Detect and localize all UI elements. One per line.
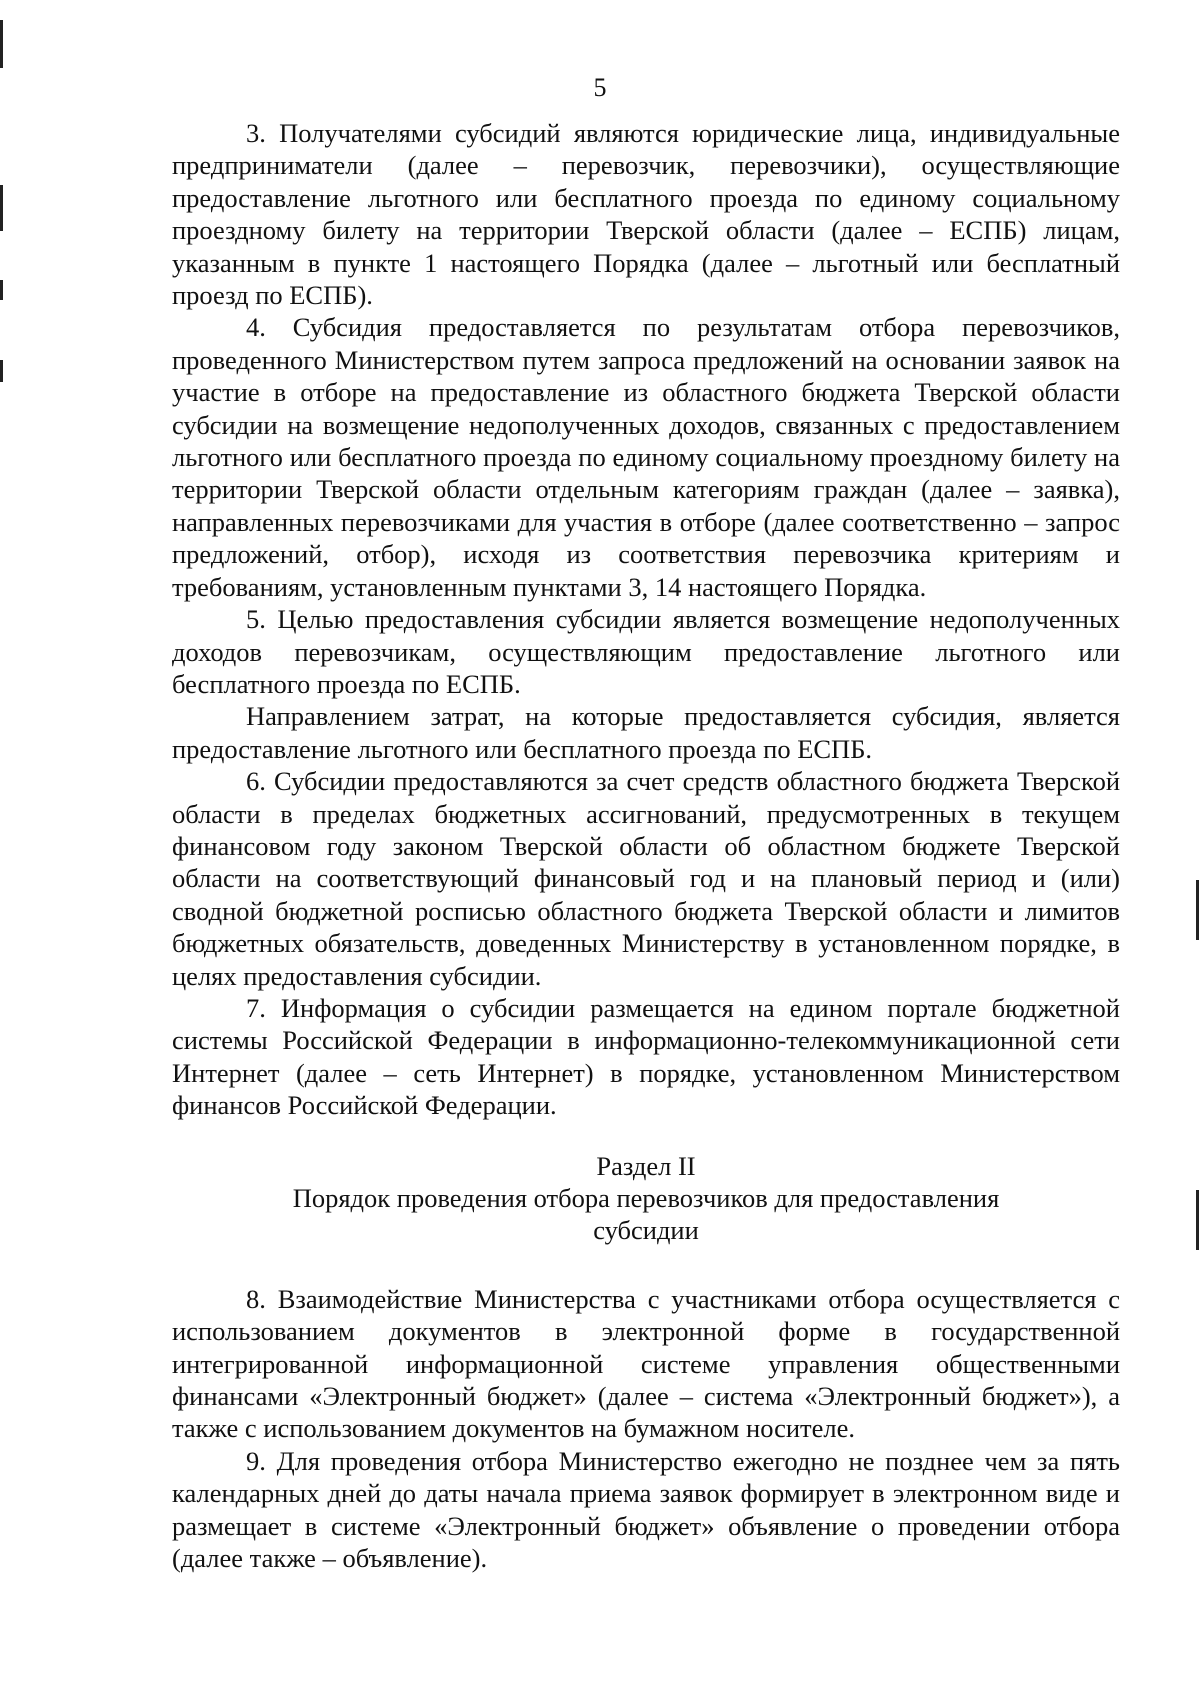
scan-edge-mark <box>1196 1190 1199 1250</box>
spacer <box>172 1122 1120 1150</box>
scan-edge-mark <box>0 20 3 68</box>
spacer <box>172 1247 1120 1283</box>
section-title-line-2: субсидии <box>593 1215 699 1246</box>
paragraph-6: 6. Субсидии предоставляются за счет средств областного бюджета Тверской области в пределах бюджетных ассигнований, предусмотренных в текущем финансовом году законом Тверской области об областном бюджете Тверской области на соответствующий финансовый год и на плановый период и (или) сводной бюджетной росписью областного бюджета Тверской области и лимитов бюджетных обязательств, доведенных Министерству в установленном порядке, в целях предоставления субсидии. <box>172 766 1120 991</box>
paragraph-4: 4. Субсидия предоставляется по результатам отбора перевозчиков, проведенного Министерством путем запроса предложений на основании заявок на участие в отборе на предоставление из областного бюджета Тверской области субсидии на возмещение недополученных доходов, связанных с предоставлением льготного или бесплатного проезда по единому социальному проездному билету на территории Тверской области отдельным категориям граждан (далее – заявка), направленных перевозчиками для участия в отборе (далее соответственно – запрос предложений, отбор), исходя из соответствия перевозчика критериям и требованиям, установленным пунктами 3, 14 настоящего Порядка. <box>172 312 1120 602</box>
paragraph-7: 7. Информация о субсидии размещается на едином портале бюджетной системы Российской Федерации в информационно-телекоммуникационной сети Интернет (далее – сеть Интернет) в порядке, установленном Министерством финансов Российской Федерации. <box>172 992 1120 1121</box>
scan-edge-mark <box>1196 880 1199 940</box>
paragraph-8: 8. Взаимодействие Министерства с участниками отбора осуществляется с использованием документов в электронной форме в государственной интегрированной информационной системе управления общественными финансами «Электронный бюджет» (далее – система «Электронный бюджет»), а также с использованием документов на бумажном носителе. <box>172 1283 1120 1444</box>
scan-edge-mark <box>0 280 3 300</box>
section-title-line-1: Порядок проведения отбора перевозчиков для предоставления <box>292 1183 1000 1213</box>
section-heading <box>172 1150 1120 1247</box>
section-label: Раздел II <box>596 1150 696 1181</box>
paragraph-9: 9. Для проведения отбора Министерство ежегодно не позднее чем за пять календарных дней до даты начала приема заявок формирует в электронном виде и размещает в системе «Электронный бюджет» объявление о проведении отбора (далее также – объявление). <box>172 1445 1120 1574</box>
paragraph-5: 5. Целью предоставления субсидии является возмещение недополученных доходов перевозчикам, осуществляющим предоставление льготного или бесплатного проезда по ЕСПБ. <box>172 604 1120 699</box>
page-number: 5 <box>593 73 607 102</box>
scan-edge-mark <box>0 360 3 382</box>
paragraph-5-expenses: Направлением затрат, на которые предоставляется субсидия, является предоставление льготного или бесплатного проезда по ЕСПБ. <box>172 701 1120 764</box>
paragraph-3: 3. Получателями субсидий являются юридические лица, индивидуальные предприниматели (далее – перевозчик, перевозчики), осуществляющие предоставление льготного или бесплатного проезда по единому социальному проездному билету на территории Тверской области (далее – ЕСПБ) лицам, указанным в пункте 1 настоящего Порядка (далее – льготный или бесплатный проезд по ЕСПБ). <box>172 118 1120 311</box>
scan-edge-mark <box>0 185 3 231</box>
document-body <box>172 117 1120 1574</box>
